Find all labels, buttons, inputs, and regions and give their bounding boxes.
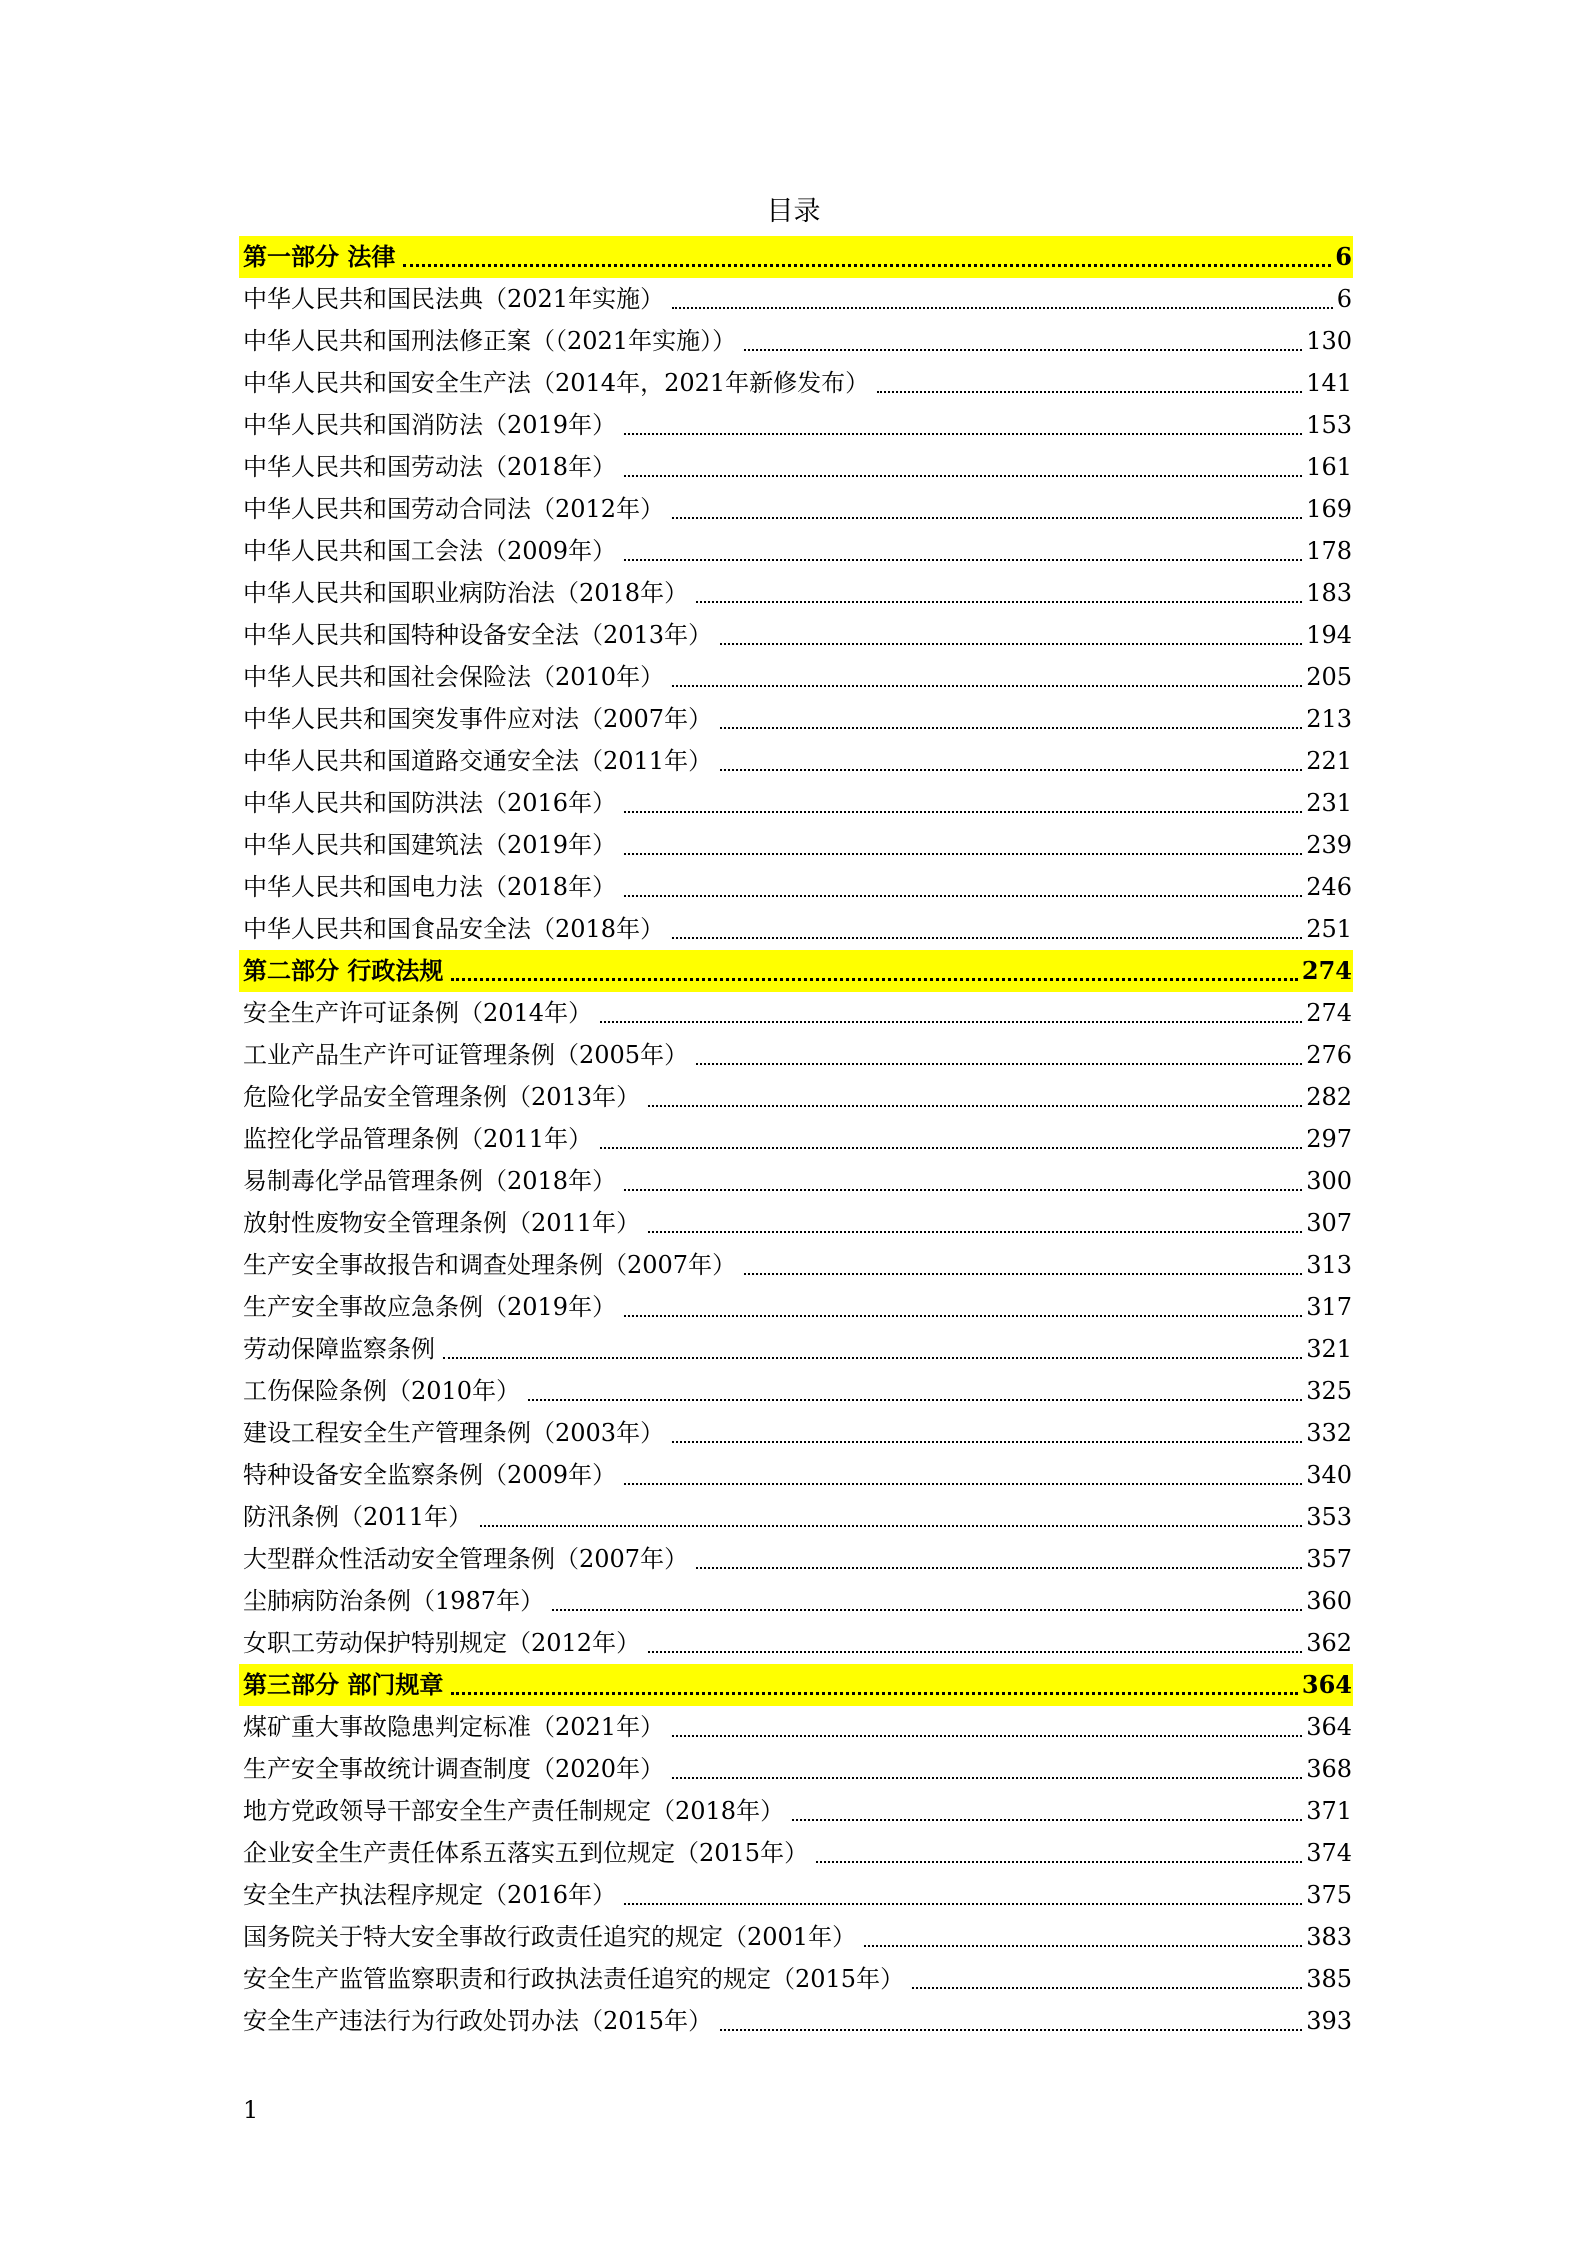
toc-entry[interactable] [239,614,1353,656]
toc-entry-title: 安全生产执法程序规定（2016年） [243,1881,617,1909]
toc-entry-page: 385 [1306,1965,1352,1993]
dot-leader [672,307,1333,309]
dot-leader [648,1651,1302,1653]
dot-leader [672,685,1302,687]
dot-leader [816,1861,1302,1863]
toc-entry-title: 国务院关于特大安全事故行政责任追究的规定（2001年） [243,1923,857,1951]
dot-leader [403,264,1331,267]
toc-entry-title: 中华人民共和国道路交通安全法（2011年） [243,747,713,775]
toc-entry-title: 安全生产违法行为行政处罚办法（2015年） [243,2007,713,2035]
toc-entry[interactable] [239,992,1353,1034]
toc-entry-title: 尘肺病防治条例（1987年） [243,1587,545,1615]
dot-leader [552,1609,1302,1611]
dot-leader [864,1945,1302,1947]
dot-leader [696,1567,1302,1569]
toc-entry[interactable] [239,1034,1353,1076]
toc-entry[interactable] [239,404,1353,446]
toc-entry-page: 368 [1306,1755,1352,1783]
toc-entry-title: 危险化学品安全管理条例（2013年） [243,1083,641,1111]
toc-entry-page: 364 [1306,1713,1352,1741]
toc-entry[interactable] [239,1790,1353,1832]
toc-entry-page: 246 [1306,873,1352,901]
toc-entry-page: 364 [1301,1670,1352,1699]
toc-entry-page: 360 [1306,1587,1352,1615]
toc-entry-page: 276 [1306,1041,1352,1069]
dot-leader [672,1777,1302,1779]
toc-section-heading[interactable] [239,950,1353,992]
toc-entry-title: 建设工程安全生产管理条例（2003年） [243,1419,665,1447]
table-of-contents [239,236,1353,2042]
toc-entry-page: 332 [1306,1419,1352,1447]
toc-entry-title: 监控化学品管理条例（2011年） [243,1125,593,1153]
toc-entry[interactable] [239,1748,1353,1790]
dot-leader [720,643,1302,645]
toc-entry-page: 178 [1306,537,1352,565]
toc-section-heading[interactable] [239,236,1353,278]
dot-leader [624,1315,1302,1317]
toc-entry-title: 劳动保障监察条例 [243,1335,435,1363]
dot-leader [648,1231,1302,1233]
toc-entry[interactable] [239,1916,1353,1958]
toc-entry-title: 女职工劳动保护特别规定（2012年） [243,1629,641,1657]
toc-entry-title: 企业安全生产责任体系五落实五到位规定（2015年） [243,1839,809,1867]
toc-entry-page: 221 [1306,747,1352,775]
toc-entry[interactable] [239,656,1353,698]
toc-entry[interactable] [239,2000,1353,2042]
toc-entry-page: 307 [1306,1209,1352,1237]
toc-entry[interactable] [239,1538,1353,1580]
toc-entry-page: 169 [1306,495,1352,523]
toc-entry-page: 205 [1306,663,1352,691]
toc-entry-page: 321 [1306,1335,1352,1363]
dot-leader [624,559,1302,561]
toc-entry-page: 393 [1306,2007,1352,2035]
toc-entry-page: 213 [1306,705,1352,733]
toc-entry-title: 生产安全事故应急条例（2019年） [243,1293,617,1321]
dot-leader [720,769,1302,771]
toc-entry-page: 357 [1306,1545,1352,1573]
toc-entry-title: 地方党政领导干部安全生产责任制规定（2018年） [243,1797,785,1825]
toc-entry[interactable] [239,1832,1353,1874]
toc-entry[interactable] [239,320,1353,362]
toc-entry-title: 安全生产许可证条例（2014年） [243,999,593,1027]
dot-leader [600,1021,1302,1023]
toc-entry-title: 防汛条例（2011年） [243,1503,473,1531]
dot-leader [624,811,1302,813]
toc-entry-title: 易制毒化学品管理条例（2018年） [243,1167,617,1195]
toc-entry-title: 中华人民共和国民法典（2021年实施） [243,285,665,313]
toc-entry[interactable] [239,1580,1353,1622]
toc-entry-title: 中华人民共和国突发事件应对法（2007年） [243,705,713,733]
toc-entry-title: 第二部分 行政法规 [243,956,444,985]
toc-entry-title: 中华人民共和国工会法（2009年） [243,537,617,565]
dot-leader [624,1189,1302,1191]
toc-entry[interactable] [239,278,1353,320]
dot-leader [624,1483,1302,1485]
toc-entry[interactable] [239,1076,1353,1118]
dot-leader [451,1692,1298,1695]
toc-entry[interactable] [239,488,1353,530]
toc-entry[interactable] [239,530,1353,572]
toc-entry-title: 特种设备安全监察条例（2009年） [243,1461,617,1489]
toc-entry-page: 183 [1306,579,1352,607]
toc-entry[interactable] [239,1244,1353,1286]
dot-leader [744,1273,1302,1275]
toc-entry-page: 274 [1301,956,1352,985]
dot-leader [672,1735,1302,1737]
toc-section-heading[interactable] [239,1664,1353,1706]
toc-entry[interactable] [239,1622,1353,1664]
dot-leader [624,895,1302,897]
toc-entry-title: 中华人民共和国职业病防治法（2018年） [243,579,689,607]
toc-entry[interactable] [239,1202,1353,1244]
toc-entry-title: 放射性废物安全管理条例（2011年） [243,1209,641,1237]
toc-entry-page: 231 [1306,789,1352,817]
page-number: 1 [243,2096,259,2124]
dot-leader [600,1147,1302,1149]
toc-entry-title: 安全生产监管监察职责和行政执法责任追究的规定（2015年） [243,1965,905,1993]
toc-entry[interactable] [239,1160,1353,1202]
toc-entry-page: 161 [1306,453,1352,481]
toc-entry-title: 中华人民共和国刑法修正案（（2021年实施）） [243,327,737,355]
toc-entry-page: 371 [1306,1797,1352,1825]
dot-leader [624,433,1302,435]
dot-leader [720,2029,1302,2031]
dot-leader [672,517,1302,519]
toc-entry-page: 313 [1306,1251,1352,1279]
toc-entry-title: 工伤保险条例（2010年） [243,1377,521,1405]
dot-leader [443,1357,1302,1359]
toc-entry-title: 生产安全事故报告和调查处理条例（2007年） [243,1251,737,1279]
toc-entry[interactable] [239,824,1353,866]
dot-leader [624,1903,1302,1905]
toc-entry-page: 153 [1306,411,1352,439]
toc-entry-title: 中华人民共和国劳动合同法（2012年） [243,495,665,523]
dot-leader [744,349,1302,351]
toc-entry-page: 239 [1306,831,1352,859]
toc-entry-page: 362 [1306,1629,1352,1657]
toc-entry-page: 375 [1306,1881,1352,1909]
toc-entry-title: 中华人民共和国社会保险法（2010年） [243,663,665,691]
toc-entry[interactable] [239,1496,1353,1538]
toc-entry[interactable] [239,740,1353,782]
dot-leader [720,727,1302,729]
toc-entry[interactable] [239,1118,1353,1160]
dot-leader [528,1399,1302,1401]
toc-entry-title: 生产安全事故统计调查制度（2020年） [243,1755,665,1783]
toc-entry-title: 第一部分 法律 [243,242,396,271]
toc-entry[interactable] [239,446,1353,488]
dot-leader [480,1525,1302,1527]
toc-entry-page: 274 [1306,999,1352,1027]
toc-entry-page: 383 [1306,1923,1352,1951]
toc-entry-title: 大型群众性活动安全管理条例（2007年） [243,1545,689,1573]
toc-entry[interactable] [239,782,1353,824]
toc-entry-title: 第三部分 部门规章 [243,1670,444,1699]
toc-entry[interactable] [239,1706,1353,1748]
toc-entry-page: 251 [1306,915,1352,943]
toc-entry[interactable] [239,1328,1353,1370]
page-title: 目录 [766,196,821,227]
dot-leader [624,853,1302,855]
toc-entry-page: 130 [1306,327,1352,355]
toc-entry[interactable] [239,1874,1353,1916]
toc-entry[interactable] [239,1454,1353,1496]
toc-entry-title: 中华人民共和国安全生产法（2014年，2021年新修发布） [243,369,870,397]
toc-entry-page: 194 [1306,621,1352,649]
toc-entry-title: 中华人民共和国防洪法（2016年） [243,789,617,817]
toc-entry-title: 中华人民共和国建筑法（2019年） [243,831,617,859]
toc-entry[interactable] [239,1412,1353,1454]
toc-entry-title: 中华人民共和国电力法（2018年） [243,873,617,901]
toc-entry-page: 282 [1306,1083,1352,1111]
toc-entry[interactable] [239,908,1353,950]
toc-entry[interactable] [239,1958,1353,2000]
toc-entry-page: 340 [1306,1461,1352,1489]
toc-entry[interactable] [239,866,1353,908]
dot-leader [624,475,1302,477]
dot-leader [451,978,1298,981]
toc-entry-title: 中华人民共和国特种设备安全法（2013年） [243,621,713,649]
toc-entry[interactable] [239,1286,1353,1328]
toc-entry-title: 工业产品生产许可证管理条例（2005年） [243,1041,689,1069]
toc-entry-page: 325 [1306,1377,1352,1405]
toc-entry[interactable] [239,698,1353,740]
toc-entry-title: 中华人民共和国食品安全法（2018年） [243,915,665,943]
toc-entry-title: 中华人民共和国消防法（2019年） [243,411,617,439]
toc-entry-page: 141 [1306,369,1352,397]
toc-entry[interactable] [239,362,1353,404]
dot-leader [672,937,1302,939]
dot-leader [792,1819,1302,1821]
dot-leader [912,1987,1302,1989]
dot-leader [648,1105,1302,1107]
toc-entry-page: 300 [1306,1167,1352,1195]
toc-entry-page: 297 [1306,1125,1352,1153]
toc-entry[interactable] [239,1370,1353,1412]
toc-entry-page: 374 [1306,1839,1352,1867]
dot-leader [696,1063,1302,1065]
toc-entry-page: 6 [1335,242,1352,271]
dot-leader [672,1441,1302,1443]
dot-leader [877,391,1302,393]
toc-entry-title: 中华人民共和国劳动法（2018年） [243,453,617,481]
dot-leader [696,601,1302,603]
toc-entry-page: 317 [1306,1293,1352,1321]
toc-entry[interactable] [239,572,1353,614]
toc-entry-title: 煤矿重大事故隐患判定标准（2021年） [243,1713,665,1741]
toc-entry-page: 353 [1306,1503,1352,1531]
toc-entry-page: 6 [1336,285,1352,313]
